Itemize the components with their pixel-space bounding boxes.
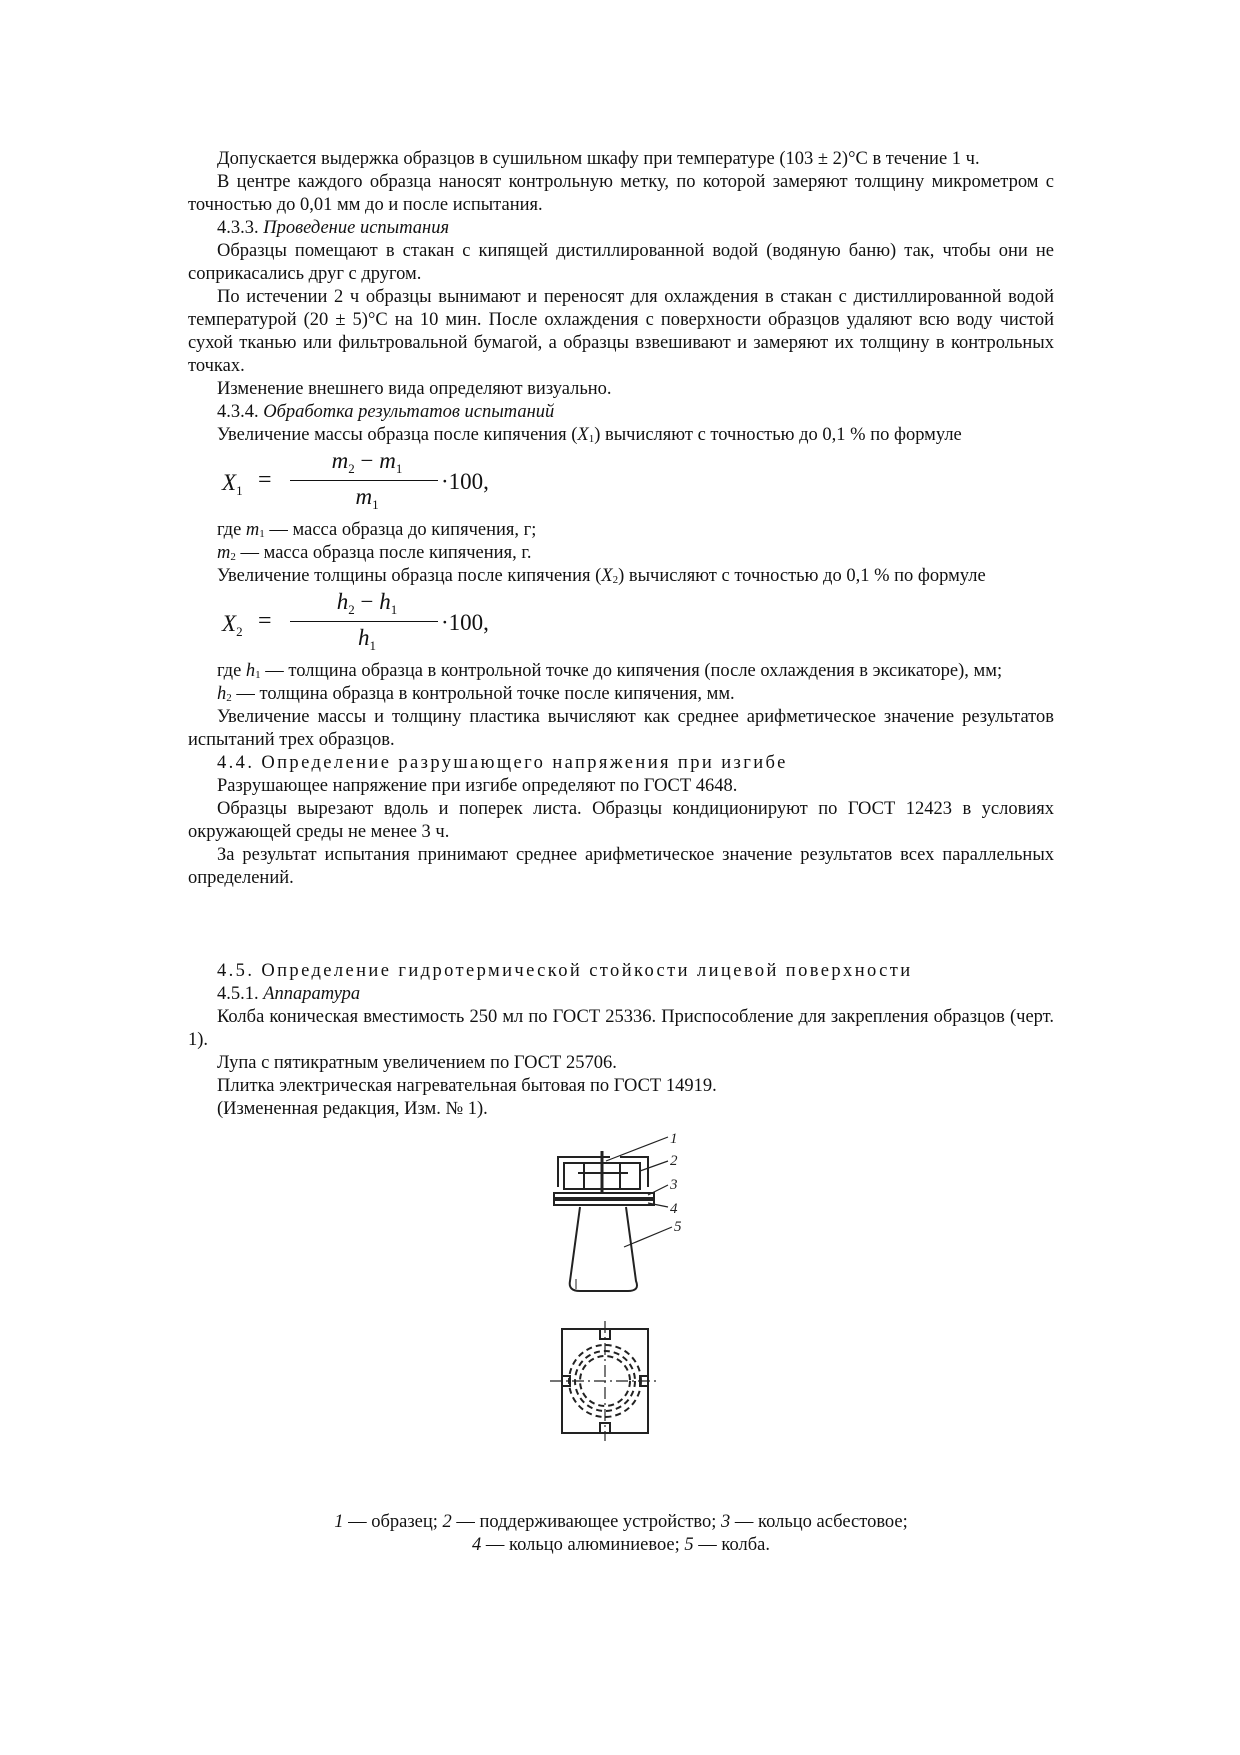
document-page [188, 148, 1054, 1557]
paragraph-placing: Образцы помещают в стакан с кипящей дистиллированной водой (водяную баню) так, чтобы они не соприкасались друг с другом. [188, 241, 1054, 284]
paragraph-cutting: Образцы вырезают вдоль и поперек листа. Образцы кондиционируют по ГОСТ 12423 в условиях окружающей среды не менее 3 ч. [188, 799, 1054, 842]
paragraph-flask: Колба коническая вместимость 250 мл по ГОСТ 25336. Приспособление для закрепления образцов (черт. 1). [188, 1007, 1054, 1050]
paragraph-drying: Допускается выдержка образцов в сушильном шкафу при температуре (103 ± 2)°С в течение 1 ч. [217, 149, 980, 169]
heading-4-5: 4.5. Определение гидротермической стойкости лицевой поверхности [217, 961, 913, 981]
where-m2: $m_2$ — масса образца после кипячения, г. [217, 543, 532, 563]
figure-caption-line1: 1 — образец; 2 — поддерживающее устройство; 3 — кольцо асбестовое; [334, 1512, 908, 1532]
paragraph-result: За результат испытания принимают среднее арифметическое значение результатов всех параллельных определений. [188, 845, 1054, 888]
figure-label-5: 5 [674, 1219, 682, 1235]
formula-thickness: $X_2$ = $h_2 - h_1$ $h_1$ ·100, [222, 589, 489, 653]
figure-label-1: 1 [670, 1131, 678, 1147]
paragraph-mass-increase: Увеличение массы образца после кипячения $(X_1)$ вычисляют с точностью до 0,1 % по формуле [217, 425, 962, 445]
figure-label-2: 2 [670, 1153, 678, 1169]
paragraph-bending: Разрушающее напряжение при изгибе определяют по ГОСТ 4648. [217, 776, 738, 796]
formula-mass: $X_1$ = $m_2 - m_1$ $m_1$ ·100, [222, 448, 489, 512]
paragraph-hotplate: Плитка электрическая нагревательная бытовая по ГОСТ 14919. [217, 1076, 717, 1096]
paragraph-visual: Изменение внешнего вида определяют визуально. [217, 379, 612, 399]
paragraph-thickness-increase: Увеличение толщины образца после кипячения $(X_2)$ вычисляют с точностью до 0,1 % по формуле [217, 566, 986, 586]
heading-4-3-3: 4.3.3. Проведение испытания [217, 218, 450, 238]
paragraph-average: Увеличение массы и толщину пластика вычисляют как среднее арифметическое значение результатов испытаний трех образцов. [188, 707, 1054, 750]
figure-apparatus [188, 1131, 1054, 1511]
where-h1: где $h_1$ — толщина образца в контрольной точке до кипячения (после охлаждения в эксикаторе), мм; [217, 661, 1003, 681]
paragraph-cooling: По истечении 2 ч образцы вынимают и переносят для охлаждения в стакан с дистиллированной водой температурой (20 ± 5)°С на 10 мин. После охлаждения с поверхности образцов удаляют всю воду чистой сухой тканью или фильтровальной бумагой, а образцы взвешивают и замеряют их толщину в контрольных точках. [188, 287, 1054, 376]
paragraph-magnifier: Лупа с пятикратным увеличением по ГОСТ 25706. [217, 1053, 617, 1073]
figure-label-3: 3 [670, 1177, 678, 1193]
fraction-bar [290, 480, 438, 481]
where-m1: где $m_1$ — масса образца до кипячения, г; [217, 520, 537, 540]
figure-caption-line2: 4 — кольцо алюминиевое; 5 — колба. [472, 1535, 770, 1555]
where-h2: $h_2$ — толщина образца в контрольной точке после кипячения, мм. [217, 684, 735, 704]
apparatus-drawing [548, 1131, 748, 1471]
heading-4-5-1: 4.5.1. Аппаратура [217, 984, 361, 1004]
paragraph-mark: В центре каждого образца наносят контрольную метку, по которой замеряют толщину микрометром с точностью до 0,01 мм до и после испытания. [188, 172, 1054, 215]
figure-label-4: 4 [670, 1201, 678, 1217]
heading-4-3-4: 4.3.4. Обработка результатов испытаний [217, 402, 555, 422]
paragraph-amendment: (Измененная редакция, Изм. № 1). [217, 1099, 488, 1119]
heading-4-4: 4.4. Определение разрушающего напряжения при изгибе [217, 753, 788, 773]
fraction-bar [290, 621, 438, 622]
